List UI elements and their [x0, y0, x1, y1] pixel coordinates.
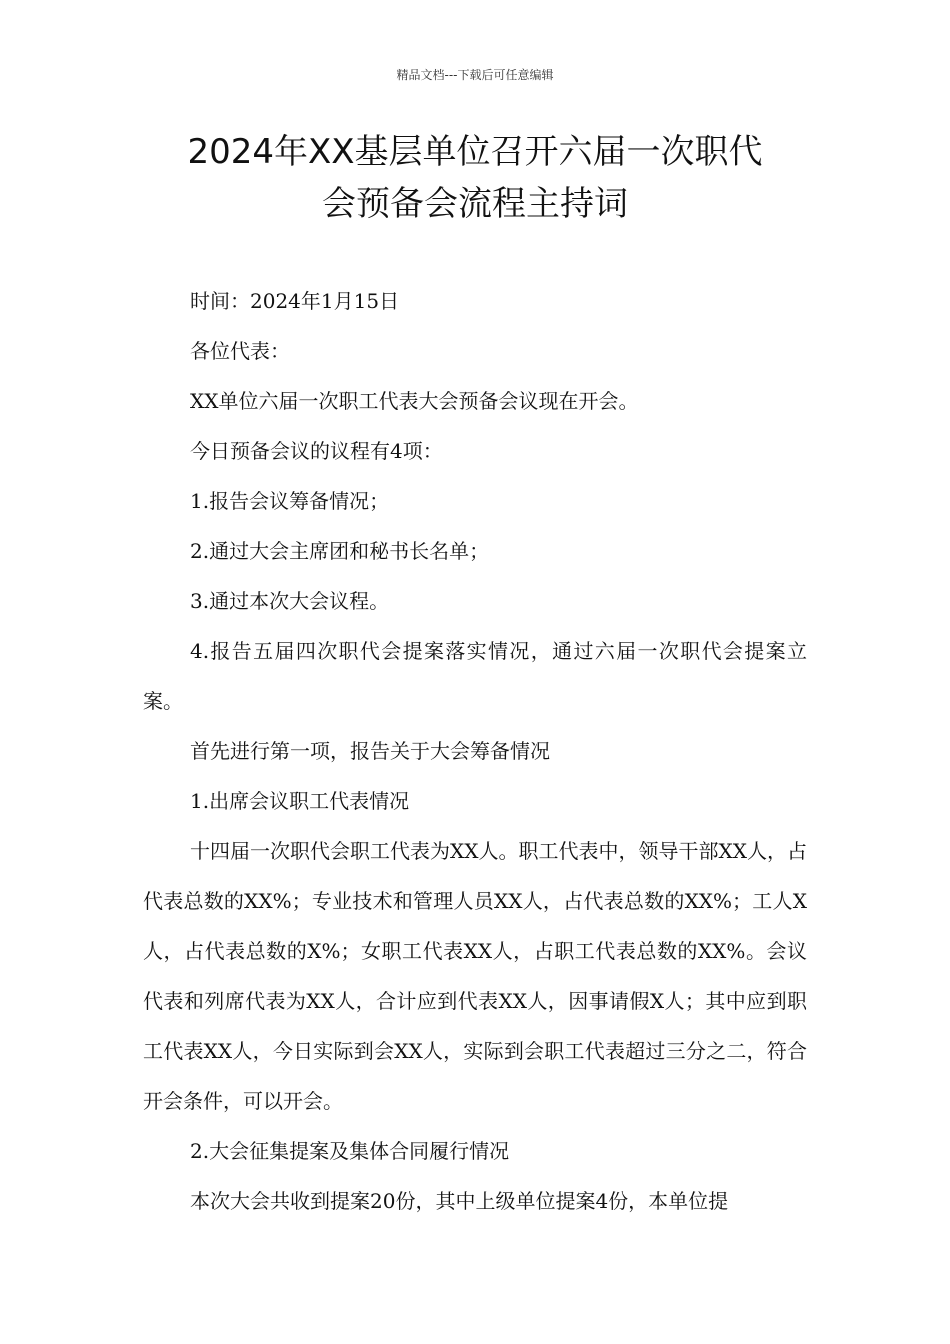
agenda-item-4: 4.报告五届四次职代会提案落实情况，通过六届一次职代会提案立案。 — [143, 639, 807, 713]
salutation: 各位代表： — [190, 339, 290, 363]
meeting-time: 时间：2024年1月15日 — [190, 289, 400, 313]
document-title-line-2: 会预备会流程主持词 — [322, 184, 628, 224]
agenda-item-1: 1.报告会议筹备情况； — [190, 489, 390, 513]
section-attendance-heading: 1.出席会议职工代表情况 — [190, 789, 410, 813]
document-title — [120, 126, 830, 230]
agenda-intro: 今日预备会议的议程有4项： — [190, 439, 443, 463]
proposals-details: 本次大会共收到提案20份，其中上级单位提案4份，本单位提 — [190, 1189, 729, 1213]
attendance-details: 十四届一次职代会职工代表为XX人。职工代表中，领导干部XX人，占代表总数的XX%；专业技术和管理人员XX人，占代表总数的XX%；工人X人，占代表总数的X%；女职工代表XX人，占职工代表总数的XX%。会议代表和列席代表为XX人，合计应到代表XX人，因事请假X人；其中应到职工代表XX人，今日实际到会XX人，实际到会职工代表超过三分之二，符合开会条件，可以开会。 — [143, 839, 807, 1113]
section-proposals-heading: 2.大会征集提案及集体合同履行情况 — [190, 1139, 510, 1163]
document-title-line-1: 2024年XX基层单位召开六届一次职代 — [187, 132, 763, 172]
first-item-heading: 首先进行第一项，报告关于大会筹备情况 — [190, 739, 550, 763]
document-body — [143, 276, 807, 1226]
agenda-item-3: 3.通过本次大会议程。 — [190, 589, 390, 613]
opening-statement: XX单位六届一次职工代表大会预备会议现在开会。 — [190, 389, 639, 413]
header-note: 精品文档---下载后可任意编辑 — [396, 68, 554, 82]
agenda-item-2: 2.通过大会主席团和秘书长名单； — [190, 539, 490, 563]
